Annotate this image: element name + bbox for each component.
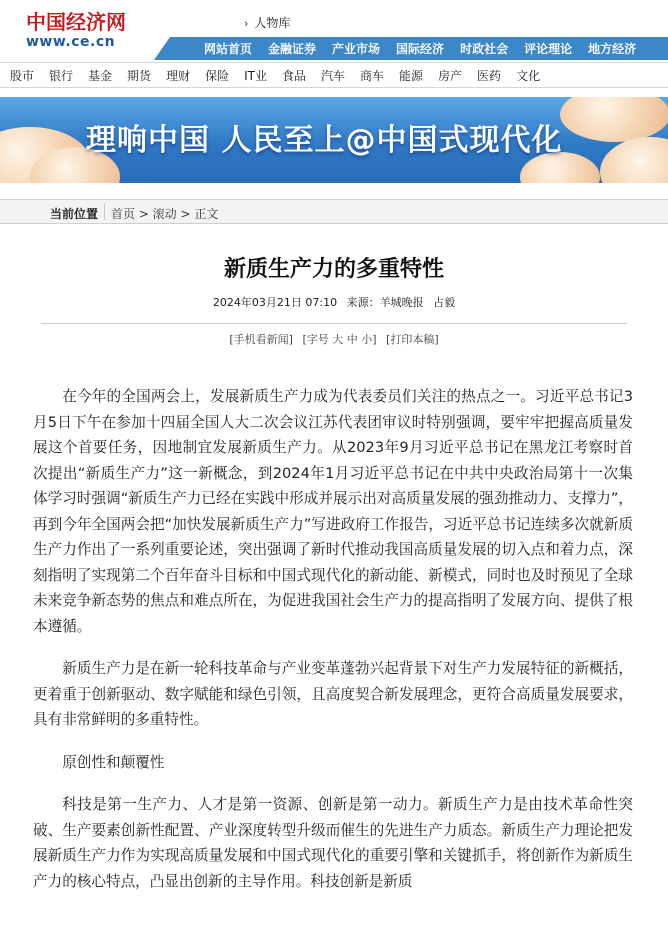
article-author: 占毅 — [433, 296, 456, 309]
sub-nav-item[interactable]: 基金 — [88, 68, 113, 83]
main-nav-item[interactable]: 地方经济 — [588, 42, 637, 56]
site-header — [0, 0, 668, 62]
banner-text: 理响中国 人民至上@中国式现代化 — [86, 123, 563, 158]
sub-nav-item[interactable]: 银行 — [49, 68, 74, 83]
print-link[interactable]: [打印本稿] — [386, 333, 439, 346]
location-bar — [0, 199, 668, 224]
article-body — [33, 384, 633, 911]
sub-nav-item[interactable]: 房产 — [438, 68, 463, 83]
sub-nav-item[interactable]: 期货 — [127, 68, 152, 83]
mobile-news-link[interactable]: [手机看新闻] — [229, 333, 293, 346]
article-paragraph: 在今年的全国两会上，发展新质生产力成为代表委员们关注的热点之一。习近平总书记3月5日下午在参加十四届全国人大二次会议江苏代表团审议时特别强调，要牢牢把握高质量发展这个首要任务，因地制宜发展新质生产力。从2023年9月习近平总书记在黑龙江考察时首次提出“新质生产力”这一新概念，到2024年1月习近平总书记在中共中央政治局第十一次集体学习时强调“新质生产力已经在实践中形成并展示出对高质量发展的强劲推动力、支撑力”，再到今年全国两会把“加快发展新质生产力”写进政府工作报告，习近平总书记连续多次就新质生产力作出了一系列重要论述，突出强调了新时代推动我国高质量发展的切入点和着力点，深刻指明了实现第二个百年奋斗目标和中国式现代化的新动能、新模式，同时也及时预见了全球未来竞争新态势的焦点和难点所在，为促进我国社会生产力的提高指明了发展方向、提供了根本遵循。 — [33, 388, 633, 635]
main-nav — [170, 37, 668, 60]
font-size-control[interactable]: [字号 大 中 小] — [302, 333, 377, 346]
sub-nav-item[interactable]: 商车 — [360, 68, 385, 83]
breadcrumb[interactable]: 首页 > 滚动 > 正文 — [111, 207, 219, 221]
location-label: 当前位置 — [50, 207, 99, 221]
sub-nav-item[interactable]: IT业 — [244, 68, 267, 83]
main-nav-item[interactable]: 金融证券 — [268, 42, 317, 56]
main-nav-item[interactable]: 网站首页 — [204, 42, 253, 56]
top-breadcrumb-label: 人物库 — [254, 16, 291, 30]
main-nav-corner — [154, 37, 170, 60]
sub-nav-item[interactable]: 医药 — [477, 68, 502, 83]
main-nav-item[interactable]: 评论理论 — [524, 42, 573, 56]
article-paragraph: 新质生产力是在新一轮科技革命与产业变革蓬勃兴起背景下对生产力发展特征的新概括，更着重于创新驱动、数字赋能和绿色引领，且高度契合新发展理念，更符合高质量发展要求，具有非常鲜明的多重特性。 — [33, 660, 633, 728]
site-logo[interactable] — [26, 10, 136, 54]
logo-cn: 中国经济网 — [26, 10, 126, 34]
cloud-decoration — [560, 97, 668, 142]
sub-nav-item[interactable]: 理财 — [166, 68, 191, 83]
article-meta — [0, 294, 668, 310]
top-breadcrumb[interactable] — [244, 14, 290, 31]
main-nav-item[interactable]: 国际经济 — [396, 42, 445, 56]
chevron-right-icon: › — [244, 17, 249, 30]
logo-en: www.ce.cn — [26, 34, 116, 50]
campaign-banner[interactable] — [0, 97, 668, 183]
sub-nav-item[interactable]: 股市 — [10, 68, 35, 83]
main-nav-item[interactable]: 产业市场 — [332, 42, 381, 56]
article-title: 新质生产力的多重特性 — [223, 257, 444, 282]
divider — [41, 323, 627, 324]
sub-nav-item[interactable]: 汽车 — [320, 68, 345, 83]
article-subheading: 原创性和颠覆性 — [62, 753, 165, 771]
sub-nav-item[interactable]: 能源 — [399, 68, 424, 83]
article-source[interactable]: 来源：羊城晚报 — [346, 296, 424, 309]
cloud-decoration — [600, 137, 668, 183]
sub-nav-item[interactable]: 保险 — [205, 68, 230, 83]
location-divider — [104, 203, 105, 220]
sub-nav-item[interactable]: 文化 — [516, 68, 541, 83]
sub-nav-item[interactable]: 食品 — [281, 68, 306, 83]
article-date: 2024年03月21日 07:10 — [212, 296, 338, 309]
sub-nav — [0, 62, 668, 88]
article-tools — [0, 331, 668, 347]
main-nav-item[interactable]: 时政社会 — [460, 42, 509, 56]
article-paragraph: 科技是第一生产力、人才是第一资源、创新是第一动力。新质生产力是由技术革命性突破、生产要素创新性配置、产业深度转型升级而催生的先进生产力质态。新质生产力理论把发展新质生产力作为实现高质量发展和中国式现代化的重要引擎和关键抓手，将创新作为新质生产力的核心特点，凸显出创新的主导作用。科技创新是新质 — [33, 796, 633, 890]
